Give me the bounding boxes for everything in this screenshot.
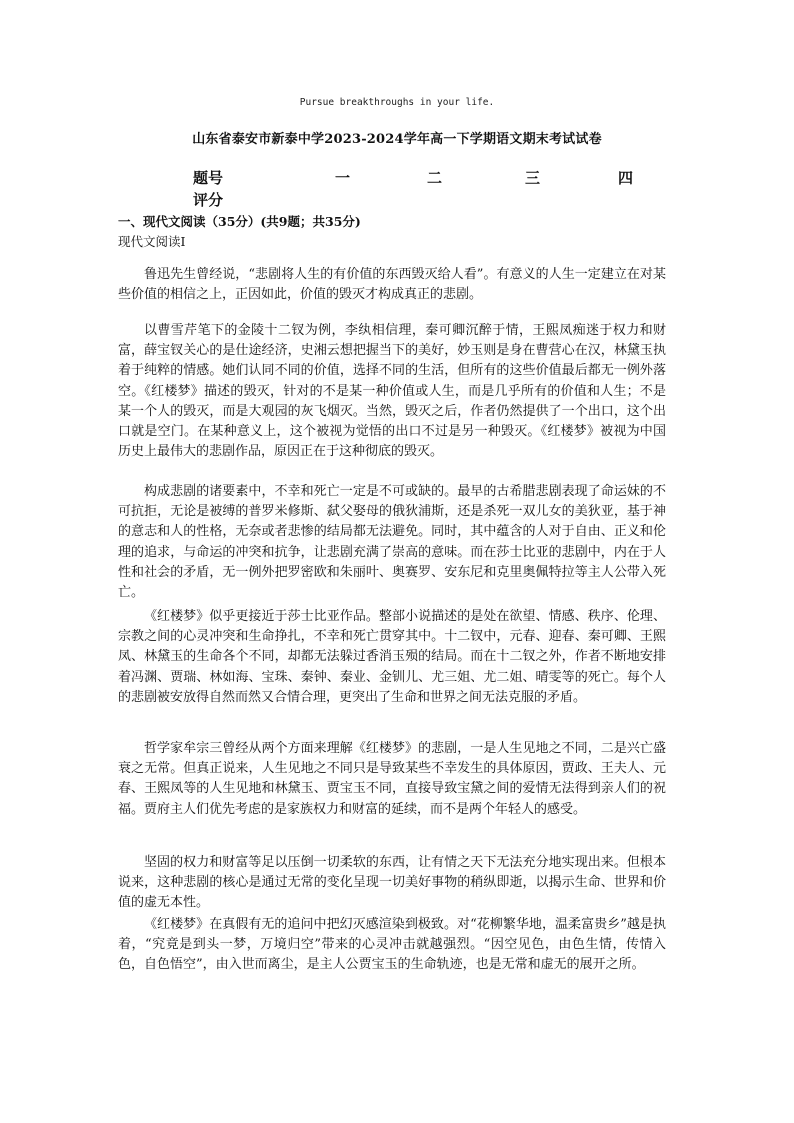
paragraph-6: 坚固的权力和财富等足以压倒一切柔软的东西，让有情之天下无法充分地实现出来。但根本说来，这种悲剧的核心是通过无常的变化呈现一切美好事物的稍纵即逝，以揭示生命、世界和价值的虚无本性。 xyxy=(118,855,666,911)
score-table-row-label: 题号 xyxy=(193,169,224,187)
page-tagline: Pursue breakthroughs in your life. xyxy=(299,97,495,108)
paragraph-1: 鲁迅先生曾经说，“悲剧将人生的有价值的东西毁灭给人看”。有意义的人生一定建立在对某些价值的相信之上，正因如此，价值的毁灭才构成真正的悲剧。 xyxy=(118,267,666,303)
score-column-2: 二 xyxy=(427,169,443,187)
paragraph-4: 《红楼梦》似乎更接近于莎士比亚作品。整部小说描述的是处在欲望、情感、秩序、伦理、宗教之间的心灵冲突和生命挣扎，不幸和死亡贯穿其中。十二钗中，元春、迎春、秦可卿、王熙凤、林黛玉的生命各个不同，却都无法躲过香消玉殒的结局。而在十二钗之外，作者不断地安排着冯渊、贾瑞、林如海、宝珠、秦钟、秦业、金钏儿、尤三姐、尤二姐、晴雯等的死亡。每个人的悲剧被安放得自然而然又合情合理，更突出了生命和世界之间无法克服的矛盾。 xyxy=(118,609,666,705)
score-column-4: 四 xyxy=(618,169,634,187)
score-column-3: 三 xyxy=(525,169,541,187)
section-subheading: 现代文阅读Ⅰ xyxy=(118,234,186,249)
paragraph-7: 《红楼梦》在真假有无的追问中把幻灭感渲染到极致。对“花柳繁华地，温柔富贵乡”越是执着，“究竟是到头一梦，万境归空”带来的心灵冲击就越强烈。“因空见色，由色生情，传情入色，自色悟空”，由入世而离尘，是主人公贾宝玉的生命轨迹，也是无常和虚无的展开之所。 xyxy=(118,917,666,973)
exam-title: 山东省泰安市新泰中学2023-2024学年高一下学期语文期末考试试卷 xyxy=(192,132,602,147)
paragraph-5: 哲学家牟宗三曾经从两个方面来理解《红楼梦》的悲剧，一是人生见地之不同，二是兴亡盛衰之无常。但真正说来，人生见地之不同只是导致某些不幸发生的具体原因，贾政、王夫人、元春、王熙凤等的人生见地和林黛玉、贾宝玉不同，直接导致宝黛之间的爱情无法得到亲人们的祝福。贾府主人们优先考虑的是家族权力和财富的延续，而不是两个年轻人的感受。 xyxy=(118,741,666,817)
section-heading: 一、现代文阅读（35分）(共9题；共35分) xyxy=(118,214,361,229)
paragraph-2: 以曹雪芹笔下的金陵十二钗为例，李纨相信理，秦可卿沉醉于情，王熙凤痴迷于权力和财富，薛宝钗关心的是仕途经济，史湘云想把握当下的美好，妙玉则是身在曹营心在汉，林黛玉执着于纯粹的情感。她们认同不同的价值，选择不同的生活，但所有的这些价值最后都无一例外落空。《红楼梦》描述的毁灭，针对的不是某一种价值或人生，而是几乎所有的价值和人生；不是某一个人的毁灭，而是大观园的灰飞烟灭。当然，毁灭之后，作者仍然提供了一个出口，这个出口就是空门。在某种意义上，这个被视为觉悟的出口不过是另一种毁灭。《红楼梦》被视为中国历史上最伟大的悲剧作品，原因正在于这种彻底的毁灭。 xyxy=(118,323,666,460)
score-table-score-label: 评分 xyxy=(193,191,224,209)
score-column-1: 一 xyxy=(335,169,351,187)
paragraph-3: 构成悲剧的诸要素中，不幸和死亡一定是不可或缺的。最早的古希腊悲剧表现了命运妹的不可抗拒，无论是被缚的普罗米修斯、弑父娶母的俄狄浦斯，还是杀死一双儿女的美狄亚，基于神的意志和人的性格，无奈或者悲惨的结局都无法避免。同时，其中蕴含的人对于自由、正义和伦理的追求，与命运的冲突和抗争，让悲剧充满了崇高的意味。而在莎士比亚的悲剧中，内在于人性和社会的矛盾，无一例外把罗密欧和朱丽叶、奥赛罗、安东尼和克里奥佩特拉等主人公带入死亡。 xyxy=(118,484,666,601)
